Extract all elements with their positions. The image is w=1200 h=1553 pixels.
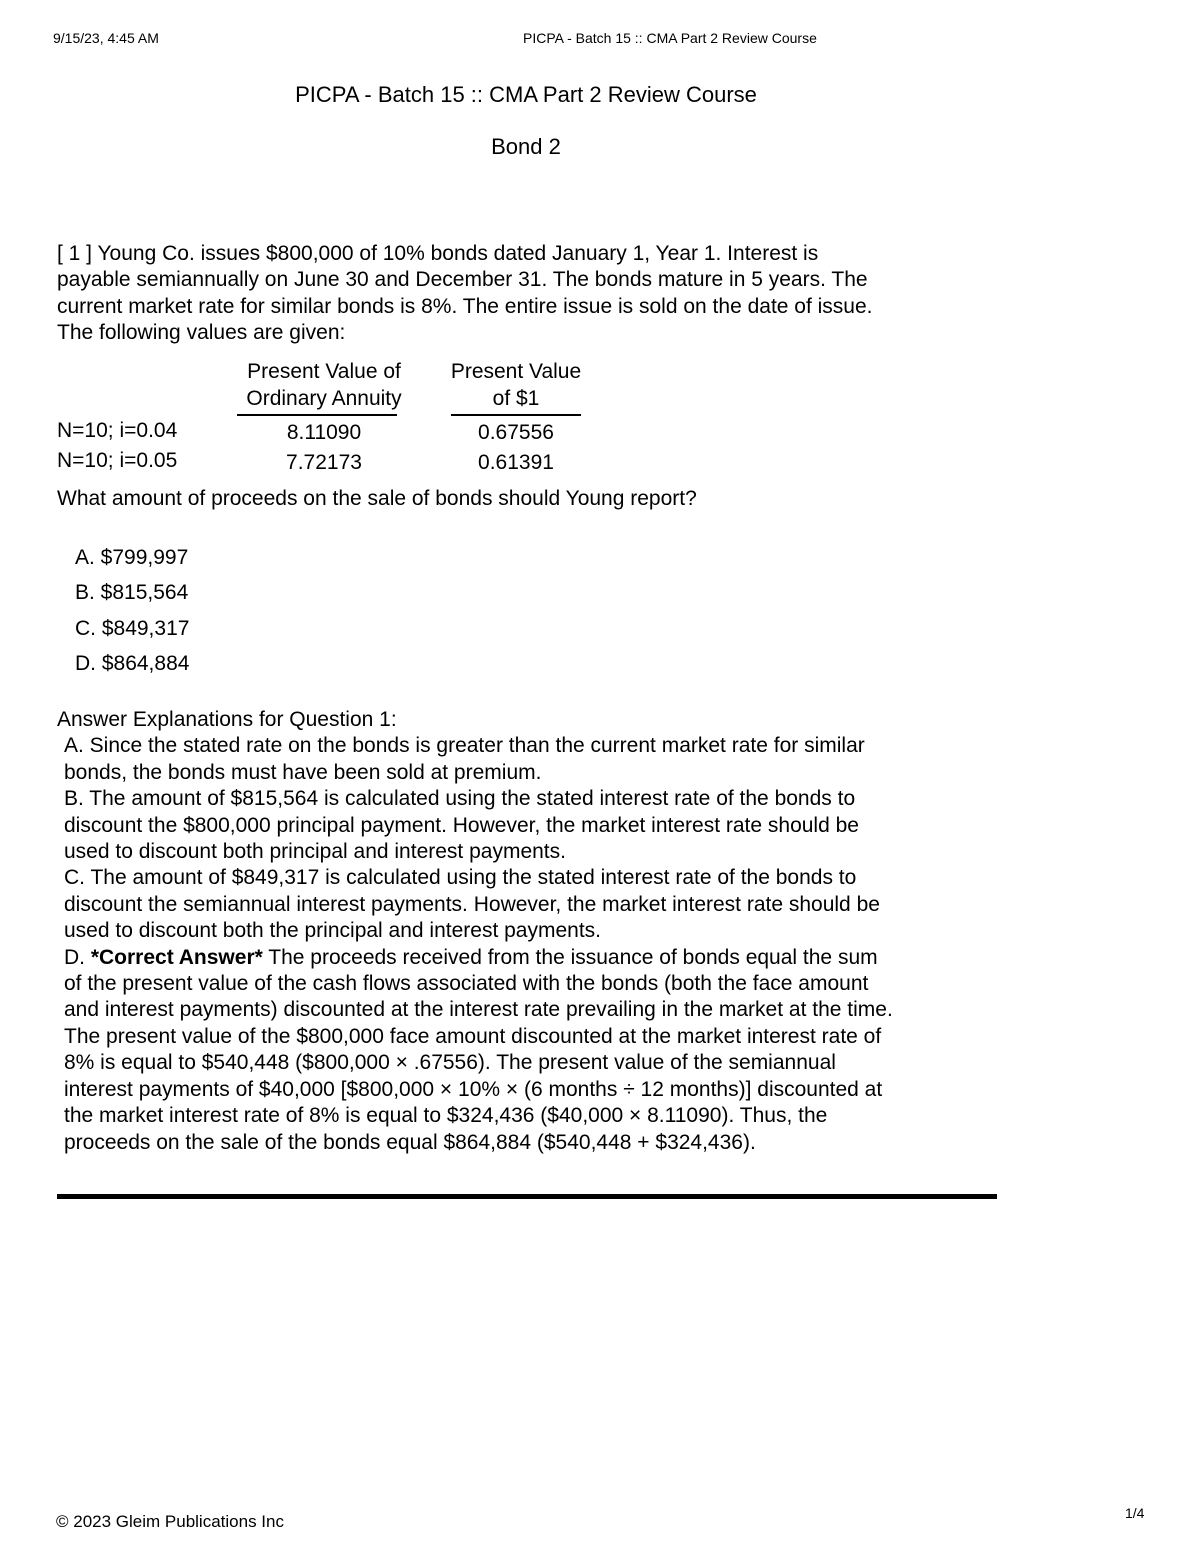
choice-c: C. $849,317 [75,616,190,640]
cell-annuity: 7.72173 [286,451,362,474]
print-header-title: PICPA - Batch 15 :: CMA Part 2 Review Course [523,30,817,46]
question-line: payable semiannually on June 30 and December 31. The bonds mature in 5 years. The [57,268,868,292]
explanation-d-line: the market interest rate of 8% is equal to $324,436 ($40,000 × 8.11090). Thus, the [64,1104,828,1128]
cell-annuity: 8.11090 [286,421,362,444]
row-label: N=10; i=0.04 [57,419,178,442]
explanation-d-first-line [57,945,893,971]
explanation-b-line: B. The amount of $815,564 is calculated using the stated interest rate of the bonds to [64,787,856,811]
header-annuity-line-2: Ordinary Annuity [246,387,402,410]
header-single-line-2: of $1 [492,387,540,410]
question-line: The following values are given: [57,320,346,344]
explanation-d-line: interest payments of $40,000 [$800,000 × 10% × (6 months ÷ 12 months)] discounted at [64,1077,883,1101]
print-datetime: 9/15/23, 4:45 AM [53,30,159,46]
explanation-d-prefix: D. [64,945,85,969]
explanation-c-line: discount the semiannual interest payments. However, the market interest rate should be [64,892,880,916]
explanation-a-line: bonds, the bonds must have been sold at premium. [64,760,542,784]
explanation-d-line: and interest payments) discounted at the interest rate prevailing in the market at the time. [64,998,893,1022]
answer-choices [75,544,189,685]
header-underline [237,414,397,416]
explanation-d-line: of the present value of the cash flows associated with the bonds (both the face amount [64,972,869,996]
header-annuity-line-1: Present Value of [247,360,401,383]
cell-single: 0.67556 [478,421,554,444]
cell-single: 0.61391 [478,451,554,474]
page-number: 1/4 [1125,1505,1145,1521]
explanations-heading: Answer Explanations for Question 1: [57,708,397,731]
choice-d: D. $864,884 [75,651,190,675]
question-prompt: What amount of proceeds on the sale of bonds should Young report? [57,487,697,510]
explanation-a-line: A. Since the stated rate on the bonds is greater than the current market rate for similar [64,734,865,758]
explanation-d-line: 8% is equal to $540,448 ($800,000 × .67556). The present value of the semiannual [64,1051,836,1075]
explanation-d-line: The present value of the $800,000 face amount discounted at the market interest rate of [64,1024,882,1048]
header-single-line-1: Present Value [450,360,582,383]
question-line: current market rate for similar bonds is 8%. The entire issue is sold on the date of issue. [57,294,873,318]
explanation-d-line: proceeds on the sale of the bonds equal $864,884 ($540,448 + $324,436). [64,1130,756,1154]
section-divider [57,1194,997,1199]
explanation-b-line: used to discount both principal and interest payments. [64,840,566,864]
explanation-c-line: used to discount both the principal and interest payments. [64,919,601,943]
header-underline [451,414,581,416]
explanation-d-first-rest: The proceeds received from the issuance of bonds equal the sum [268,945,878,969]
choice-a: A. $799,997 [75,546,189,569]
question-text [57,241,1007,346]
explanation-c-line: C. The amount of $849,317 is calculated using the stated interest rate of the bonds to [64,866,857,890]
set-title: Bond 2 [491,134,561,159]
course-title: PICPA - Batch 15 :: CMA Part 2 Review Course [295,82,757,107]
answer-explanations [57,707,893,1156]
explanation-b-line: discount the $800,000 principal payment. However, the market interest rate should be [64,813,859,837]
question-line: [ 1 ] Young Co. issues $800,000 of 10% bonds dated January 1, Year 1. Interest is [57,242,819,265]
footer-copyright: © 2023 Gleim Publications Inc [56,1512,284,1531]
choice-b: B. $815,564 [75,581,189,605]
correct-answer-label: *Correct Answer* [90,945,263,969]
row-label: N=10; i=0.05 [57,449,178,472]
